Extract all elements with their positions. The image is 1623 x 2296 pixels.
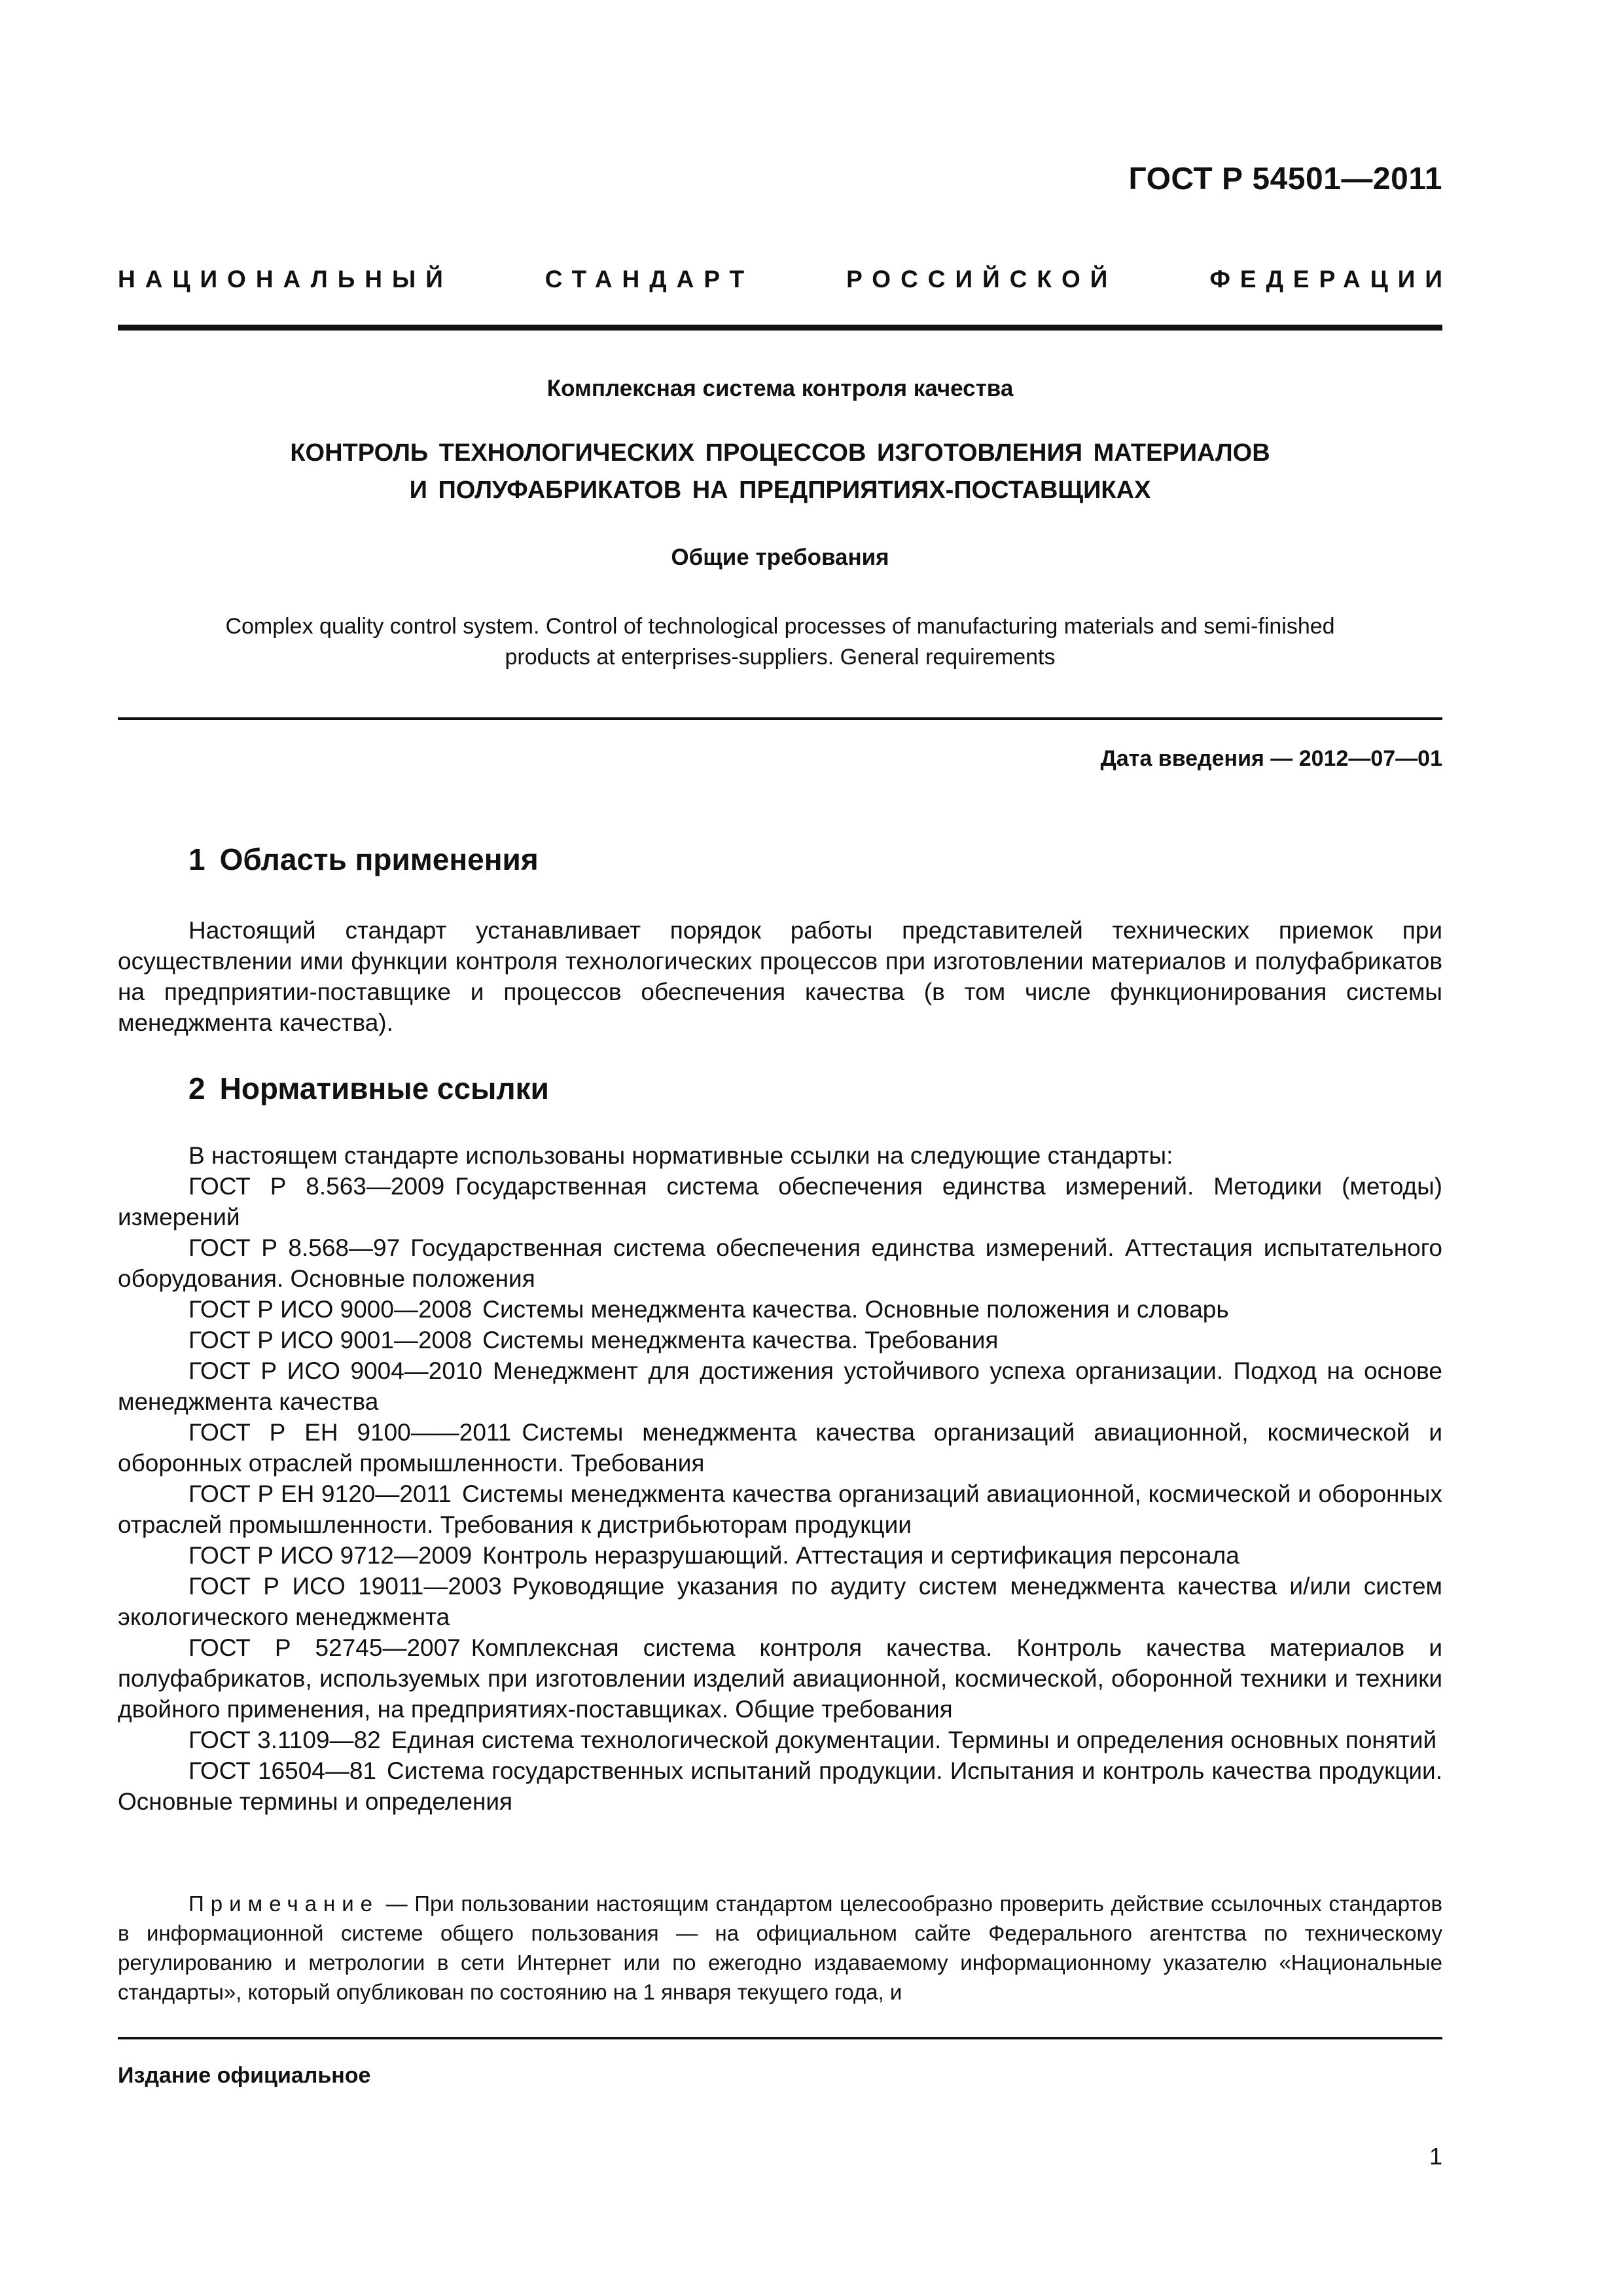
reference-code: ГОСТ Р ЕН 9100——2011	[188, 1419, 512, 1446]
reference-text: Контроль неразрушающий. Аттестация и сертификация персонала	[482, 1542, 1240, 1569]
gost-code: ГОСТ Р 54501—2011	[1128, 162, 1442, 196]
reference-code: ГОСТ 3.1109—82	[188, 1727, 381, 1753]
reference-code: ГОСТ Р ИСО 19011—2003	[188, 1573, 502, 1600]
note	[118, 1889, 1442, 2007]
reference-text: Системы менеджмента качества. Основные положения и словарь	[482, 1296, 1229, 1323]
reference-item	[118, 1355, 1442, 1417]
reference-item	[118, 1479, 1442, 1540]
reference-item	[118, 1325, 1442, 1355]
reference-text: Системы менеджмента качества организаций авиационной, космической и оборонных отраслей промышленности. Требования к дистрибьюторам продукции	[118, 1480, 1442, 1538]
reference-code: ГОСТ Р ИСО 9001—2008	[188, 1327, 473, 1354]
reference-item	[118, 1232, 1442, 1294]
reference-item	[118, 1540, 1442, 1571]
reference-list	[118, 1171, 1442, 1817]
reference-item	[118, 1417, 1442, 1479]
title-line: И ПОЛУФАБРИКАТОВ НА ПРЕДПРИЯТИЯХ-ПОСТАВЩИКАХ	[409, 476, 1151, 504]
reference-item	[118, 1171, 1442, 1232]
reference-item	[118, 1571, 1442, 1632]
reference-code: ГОСТ Р 8.563—2009	[188, 1173, 445, 1200]
english-line: Complex quality control system. Control of technological processes of manufacturing materials and semi-finished	[225, 614, 1335, 639]
reference-text: Комплексная система контроля качества. Контроль качества материалов и полуфабрикатов, используемых при изготовлении изделий авиационной, космической, оборонной техники и техники двойного применения, на предприятиях-поставщиках. Общие требования	[118, 1634, 1442, 1723]
section-number: 2	[188, 1071, 205, 1105]
banner-word: СТАНДАРТ	[544, 266, 755, 293]
section-title: Область применения	[219, 842, 539, 876]
reference-code: ГОСТ Р 52745—2007	[188, 1634, 461, 1661]
section-body	[118, 915, 1442, 1038]
note-text: — При пользовании настоящим стандартом целесообразно проверить действие ссылочных стандартов в информационной системе общего пользования — на официальном сайте Федерального агентства по техническому регулированию и метрологии в сети Интернет или по ежегодно издаваемому информационному указателю «Национальные стандарты», который опубликован по состоянию на 1 января текущего года, и	[118, 1892, 1442, 2004]
document-page	[118, 0, 1452, 2296]
paragraph: В настоящем стандарте использованы нормативные ссылки на следующие стандарты:	[188, 1142, 1173, 1169]
reference-text: Менеджмент для достижения устойчивого успеха организации. Подход на основе менеджмента качества	[118, 1357, 1442, 1415]
reference-code: ГОСТ Р ИСО 9712—2009	[188, 1542, 473, 1569]
section-heading	[188, 842, 539, 877]
paragraph: Настоящий стандарт устанавливает порядок работы представителей технических приемок при осуществлении ими функции контроля технологических процессов при изготовлении материалов и полуфабрикатов на предприятии-поставщике и процессов обеспечения качества (в том числе функционирования системы менеджмента качества).	[118, 917, 1442, 1036]
page-number: 1	[1429, 2143, 1442, 2170]
section-heading	[188, 1071, 549, 1106]
section-number: 1	[188, 842, 205, 876]
english-line: products at enterprises-suppliers. General requirements	[505, 645, 1056, 670]
banner-word: ФЕДЕРАЦИИ	[1209, 266, 1452, 293]
title-line: КОНТРОЛЬ ТЕХНОЛОГИЧЕСКИХ ПРОЦЕССОВ ИЗГОТОВЛЕНИЯ МАТЕРИАЛОВ	[290, 439, 1270, 467]
edition-label: Издание официальное	[118, 2063, 371, 2088]
reference-code: ГОСТ Р ИСО 9004—2010	[188, 1357, 483, 1384]
reference-text: Руководящие указания по аудиту систем менеджмента качества и/или систем экологического менеджмента	[118, 1573, 1442, 1630]
header-divider	[118, 325, 1442, 331]
reference-item	[118, 1632, 1442, 1725]
section-body	[118, 1140, 1442, 1817]
reference-item	[118, 1725, 1442, 1755]
reference-code: ГОСТ Р 8.568—97	[188, 1234, 401, 1261]
section-title: Нормативные ссылки	[219, 1071, 549, 1105]
reference-text: Государственная система обеспечения единства измерений. Методики (методы) измерений	[118, 1173, 1442, 1230]
document-subtitle: Общие требования	[671, 545, 889, 570]
reference-text: Системы менеджмента качества организаций авиационной, космической и оборонных отраслей промышленности. Требования	[118, 1419, 1442, 1477]
reference-item	[118, 1755, 1442, 1817]
introduction-date: Дата введения — 2012—07—01	[1100, 746, 1442, 771]
series-title: Комплексная система контроля качества	[546, 376, 1014, 401]
english-title	[118, 611, 1442, 673]
document-title	[118, 435, 1442, 509]
footer-divider	[118, 2037, 1442, 2039]
banner-word: НАЦИОНАЛЬНЫЙ	[118, 266, 453, 293]
reference-code: ГОСТ 16504—81	[188, 1757, 377, 1784]
national-standard-banner	[118, 266, 1452, 293]
reference-item	[118, 1294, 1442, 1325]
note-label: Примечание	[188, 1892, 380, 1916]
reference-text: Государственная система обеспечения единства измерений. Аттестация испытательного оборудования. Основные положения	[118, 1234, 1442, 1292]
reference-text: Система государственных испытаний продукции. Испытания и контроль качества продукции. Основные термины и определения	[118, 1757, 1443, 1815]
reference-text: Системы менеджмента качества. Требования	[482, 1327, 999, 1354]
title-divider	[118, 717, 1442, 720]
banner-word: РОССИЙСКОЙ	[846, 266, 1118, 293]
reference-text: Единая система технологической документации. Термины и определения основных понятий	[391, 1727, 1437, 1753]
reference-code: ГОСТ Р ЕН 9120—2011	[188, 1480, 452, 1507]
reference-code: ГОСТ Р ИСО 9000—2008	[188, 1296, 473, 1323]
